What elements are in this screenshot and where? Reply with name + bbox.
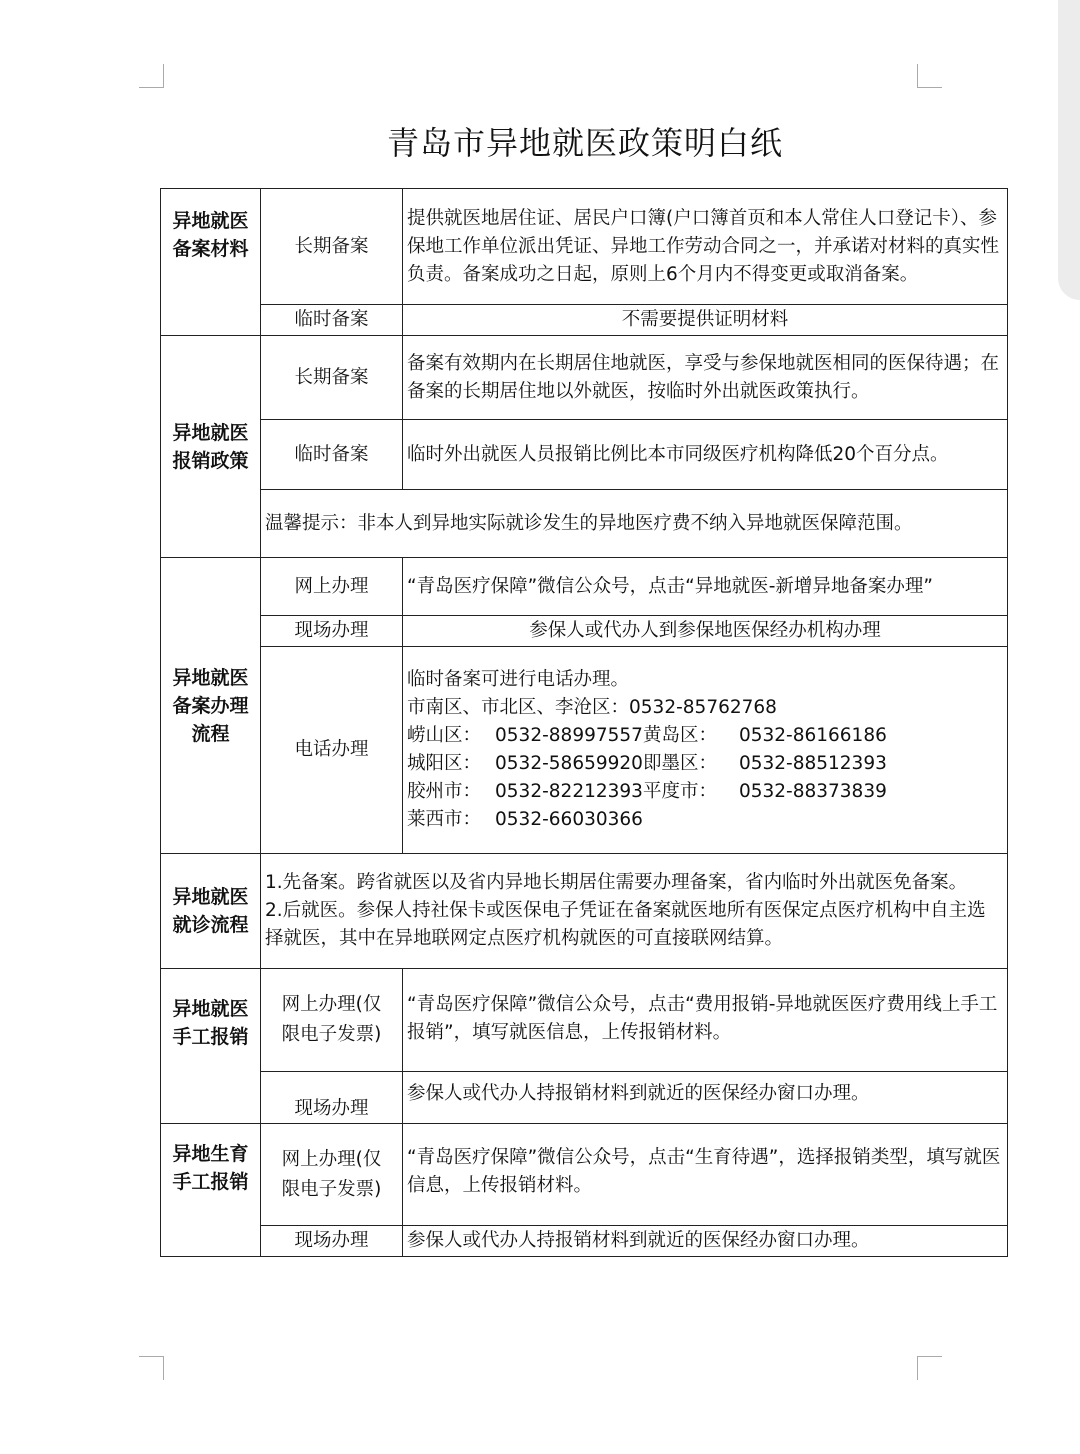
district-label: 平度市： [642,781,717,802]
cell-online-reimbursement: “青岛医疗保障”微信公众号，点击“费用报销-异地就医医疗费用线上手工报销”，填写就医信息，上传报销材料。 [403,969,1008,1072]
table-row [161,1124,1008,1226]
category-reimbursement-policy: 异地就医报销政策 [161,336,261,558]
phone-row [407,750,1003,778]
category-filing-process: 异地就医备案办理流程 [161,558,261,854]
district-label: 城阳区： [407,753,482,774]
crop-mark-bottom-right [917,1356,918,1380]
policy-table [160,188,1008,1257]
table-row [161,189,1008,305]
district-label: 即墨区： [642,753,717,774]
table-row [161,616,1008,647]
table-row [161,558,1008,616]
table-row [161,1226,1008,1257]
phone-number: 0532-88373839 [738,781,887,802]
sub-label-temporary-filing: 临时备案 [261,305,403,336]
cell-temporary-policy: 临时外出就医人员报销比例比本市同级医疗机构降低20个百分点。 [403,420,1008,490]
warm-tip: 温馨提示：非本人到异地实际就诊发生的异地医疗费不纳入异地就医保障范围。 [261,490,1008,558]
sub-label-onsite-maternity: 现场办理 [261,1226,403,1257]
district-label: 崂山区： [407,725,482,746]
category-manual-reimbursement: 异地就医手工报销 [161,969,261,1124]
crop-mark-top-left [163,64,164,88]
sub-label-online-maternity: 网上办理(仅限电子发票) [261,1124,403,1226]
sub-label-online-filing: 网上办理 [261,558,403,616]
category-maternity-reimbursement: 异地生育手工报销 [161,1124,261,1257]
cell-online-maternity: “青岛医疗保障”微信公众号，点击“生育待遇”，选择报销类型，填写就医信息，上传报销材料。 [403,1124,1008,1226]
crop-mark-bottom-left [139,1356,163,1357]
crop-mark-bottom-left [163,1356,164,1380]
cell-online-filing: “青岛医疗保障”微信公众号，点击“异地就医-新增异地备案办理” [403,558,1008,616]
treatment-step-2: 2.后就医。参保人持社保卡或医保电子凭证在备案就医地所有医保定点医疗机构中自主选择就医，其中在异地联网定点医疗机构就医的可直接联网结算。 [265,900,986,949]
sub-label-onsite-filing: 现场办理 [261,616,403,647]
table-row [161,647,1008,854]
sub-label-online-reimbursement: 网上办理(仅限电子发票) [261,969,403,1072]
category-filing-materials: 异地就医备案材料 [161,189,261,336]
phone-number: 0532-82212393 [495,781,643,802]
cell-onsite-reimbursement: 参保人或代办人持报销材料到就近的医保经办窗口办理。 [403,1072,1008,1124]
crop-mark-top-right [918,87,942,88]
treatment-step-1: 1.先备案。跨省就医以及省内异地长期居住需要办理备案，省内临时外出就医免备案。 [265,872,968,893]
cell-phone-filing [403,647,1008,854]
table-row [161,305,1008,336]
page-title: 青岛市异地就医政策明白纸 [386,124,783,162]
sub-label-temporary-policy: 临时备案 [261,420,403,490]
phone-row [407,694,1003,722]
sub-label-long-term-filing: 长期备案 [261,189,403,305]
cell-temporary-filing-materials: 不需要提供证明材料 [403,305,1008,336]
district-label: 莱西市： [407,809,482,830]
table-row [161,336,1008,420]
phone-number: 0532-88997557 [495,725,643,746]
sub-label-long-term-policy: 长期备案 [261,336,403,420]
phone-number: 0532-58659920 [495,753,643,774]
table-row [161,1072,1008,1124]
phone-row [407,806,1003,834]
phone-number: 0532-85762768 [629,697,777,718]
cell-onsite-maternity: 参保人或代办人持报销材料到就近的医保经办窗口办理。 [403,1226,1008,1257]
sub-label-phone-filing: 电话办理 [261,647,403,854]
phone-number: 0532-66030366 [495,809,643,830]
phone-row [407,722,1003,750]
cell-treatment-process [261,854,1008,969]
table-row [161,854,1008,969]
phone-intro: 临时备案可进行电话办理。 [407,669,630,690]
phone-row [407,778,1003,806]
table-row [161,420,1008,490]
crop-mark-top-left [139,87,163,88]
cell-long-term-policy: 备案有效期内在长期居住地就医，享受与参保地就医相同的医保待遇；在备案的长期居住地以外就医，按临时外出就医政策执行。 [403,336,1008,420]
cell-long-term-filing-materials: 提供就医地居住证、居民户口簿(户口簿首页和本人常住人口登记卡）、参保地工作单位派出凭证、异地工作劳动合同之一，并承诺对材料的真实性负责。备案成功之日起，原则上6个月内不得变更或取消备案。 [403,189,1008,305]
category-treatment-process: 异地就医就诊流程 [161,854,261,969]
district-label: 胶州市： [407,781,482,802]
table-row [161,490,1008,558]
crop-mark-bottom-right [918,1356,942,1357]
cell-onsite-filing: 参保人或代办人到参保地医保经办机构办理 [403,616,1008,647]
phone-number: 0532-88512393 [738,753,887,774]
district-label: 市南区、市北区、李沧区： [407,697,630,718]
phone-number: 0532-86166186 [738,725,887,746]
district-label: 黄岛区： [642,725,717,746]
table-row [161,969,1008,1072]
sub-label-onsite-reimbursement: 现场办理 [261,1072,403,1124]
crop-mark-top-right [917,64,918,88]
